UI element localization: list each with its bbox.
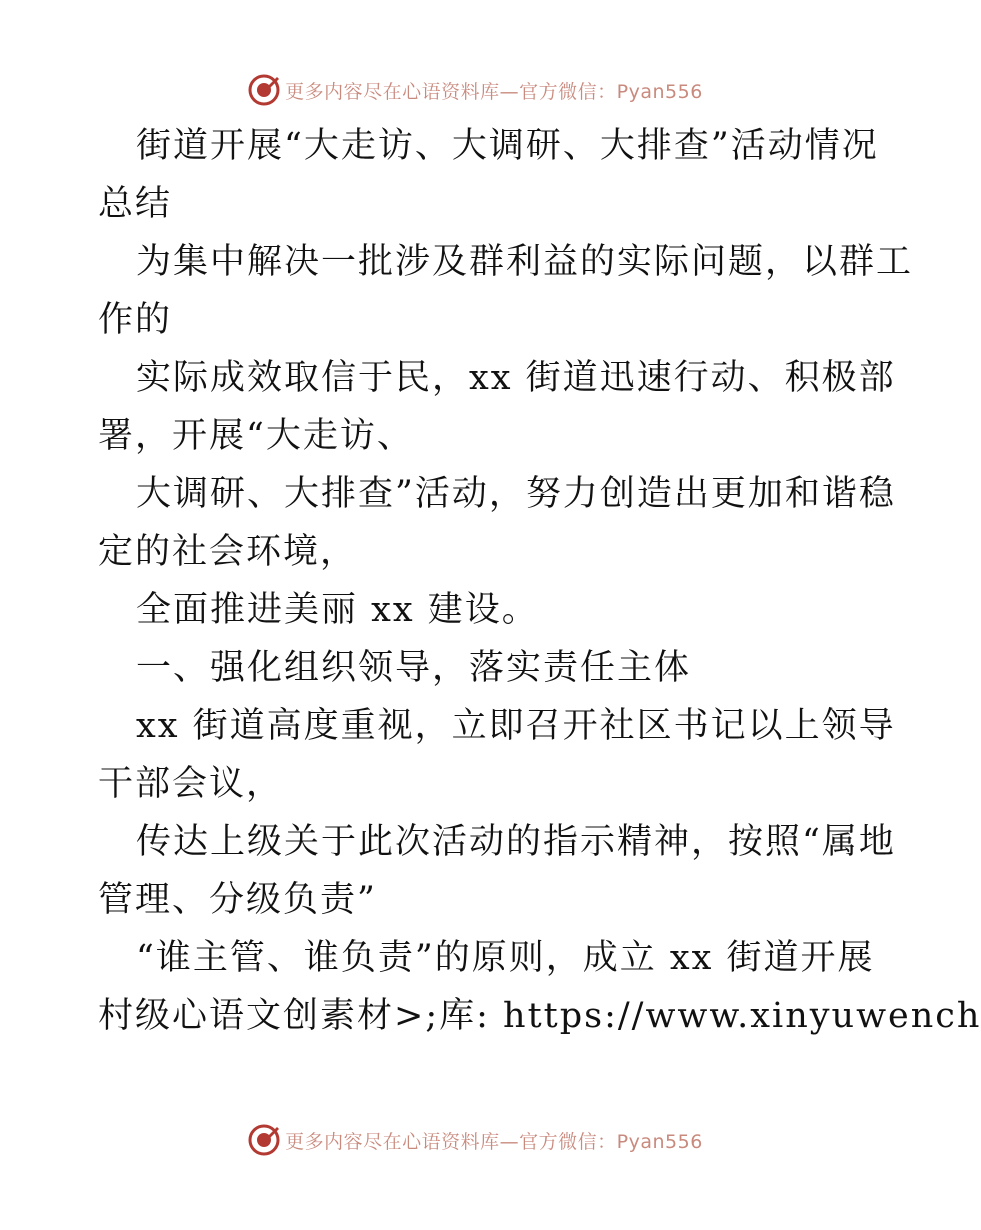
header-watermark-text: 更多内容尽在心语资料库—官方微信：Pyan556 [285, 80, 703, 103]
footer-watermark-text: 更多内容尽在心语资料库—官方微信：Pyan556 [285, 1130, 703, 1153]
document-line: 总结 [98, 184, 173, 224]
document-line: 全面推进美丽 xx 建设。 [136, 590, 539, 630]
document-line: 实际成效取信于民，xx 街道迅速行动、积极部 [136, 358, 896, 398]
document-line: 管理、分级负责” [98, 880, 377, 920]
document-line: 传达上级关于此次活动的指示精神，按照“属地 [136, 822, 896, 862]
logo-icon [247, 73, 281, 107]
logo-icon [247, 1123, 281, 1157]
footer-watermark-banner [0, 1120, 950, 1160]
document-line: 一、强化组织领导，落实责任主体 [136, 648, 692, 688]
document-line: 大调研、大排查”活动，努力创造出更加和谐稳 [136, 474, 896, 514]
document-line: “谁主管、谁负责”的原则，成立 xx 街道开展 [136, 938, 875, 978]
document-line: 街道开展“大走访、大调研、大排查”活动情况 [136, 126, 879, 166]
document-line: 定的社会环境， [98, 532, 358, 572]
document-line: 署，开展“大走访、 [98, 416, 414, 456]
document-body [98, 117, 981, 1045]
document-line: 村级心语文创素材>;库: https://www.xinyuwench [98, 996, 981, 1036]
document-line: 干部会议， [98, 764, 284, 804]
document-line: 为集中解决一批涉及群利益的实际问题，以群工 [136, 242, 914, 282]
header-watermark-banner [0, 70, 950, 110]
document-line: 作的 [98, 300, 173, 340]
document-line: xx 街道高度重视，立即召开社区书记以上领导 [136, 706, 896, 746]
